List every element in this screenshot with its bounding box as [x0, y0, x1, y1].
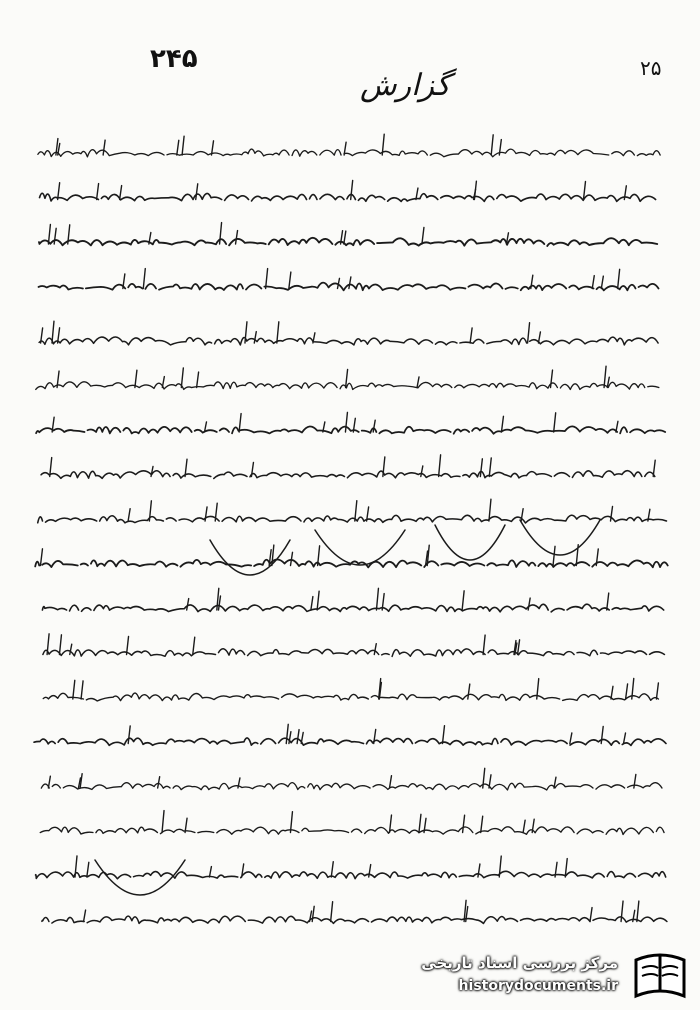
ink-stroke — [158, 777, 160, 788]
ink-stroke — [128, 726, 130, 744]
ink-stroke — [151, 466, 153, 476]
ink-stroke — [220, 223, 222, 244]
ink-stroke — [421, 466, 423, 477]
page-number: ۲۵ — [640, 56, 662, 80]
ink-stroke — [135, 370, 137, 387]
ink-loop — [435, 525, 505, 560]
handwritten-line — [42, 604, 663, 612]
ink-stroke — [75, 856, 77, 877]
handwritten-line — [38, 783, 662, 790]
ink-stroke — [310, 911, 312, 921]
handwritten-line — [40, 827, 664, 835]
ink-stroke — [491, 135, 493, 155]
ink-stroke — [616, 421, 618, 432]
ink-stroke — [416, 188, 418, 199]
handwritten-line — [36, 426, 665, 433]
ink-stroke — [277, 322, 279, 343]
watermark-text-fa: مرکز بررسی اسناد تاریخی — [421, 954, 618, 972]
ink-stroke — [601, 726, 603, 743]
ink-stroke — [528, 598, 530, 610]
handwritten-line — [41, 471, 655, 479]
ink-stroke — [73, 680, 75, 699]
ink-stroke — [337, 278, 339, 288]
ink-stroke — [48, 225, 50, 244]
ink-stroke — [349, 277, 351, 289]
ink-stroke — [483, 635, 485, 654]
ink-stroke — [538, 332, 540, 343]
ink-stroke — [182, 136, 184, 155]
ink-stroke — [439, 455, 441, 477]
handwritten-line — [43, 693, 658, 701]
handwritten-line — [39, 238, 657, 246]
ink-stroke — [149, 501, 151, 521]
ink-stroke — [301, 732, 303, 743]
ink-stroke — [311, 597, 313, 610]
book-logo-icon — [630, 950, 690, 1002]
ink-stroke — [634, 774, 636, 788]
ink-loop — [315, 530, 405, 565]
ink-stroke — [480, 459, 482, 477]
ink-stroke — [54, 228, 56, 244]
ink-stroke — [251, 462, 253, 476]
handwritten-line — [40, 193, 656, 201]
handwritten-line — [42, 916, 667, 923]
ink-stroke — [59, 635, 61, 655]
ink-stroke — [58, 328, 60, 343]
ink-stroke — [653, 460, 655, 476]
ink-stroke — [291, 552, 293, 565]
ink-stroke — [351, 180, 353, 199]
watermark-text-en: historydocuments.ir — [458, 978, 618, 994]
ink-stroke — [127, 636, 129, 654]
ink-stroke — [528, 323, 530, 343]
ink-loop — [520, 520, 600, 555]
ink-stroke — [344, 231, 346, 244]
ink-stroke — [618, 269, 620, 288]
ink-stroke — [607, 593, 609, 610]
ink-stroke — [554, 413, 556, 432]
handwritten-line — [43, 649, 665, 657]
ink-stroke — [604, 366, 606, 387]
ink-stroke — [197, 372, 199, 387]
ink-stroke — [48, 776, 50, 788]
handwritten-line — [33, 871, 666, 878]
ink-stroke — [345, 412, 347, 432]
ink-stroke — [553, 546, 555, 565]
ink-stroke — [419, 814, 421, 832]
ink-stroke — [463, 815, 465, 832]
handwritten-line — [38, 515, 667, 523]
ink-stroke — [289, 272, 291, 288]
ink-stroke — [481, 816, 483, 832]
ink-stroke — [331, 902, 333, 922]
ink-stroke — [442, 726, 444, 744]
ink-stroke — [468, 684, 470, 699]
handwritten-line — [35, 149, 660, 157]
ink-stroke — [470, 328, 472, 343]
ink-stroke — [87, 862, 89, 877]
ink-stroke — [218, 596, 220, 610]
ink-stroke — [656, 683, 658, 699]
ink-stroke — [592, 276, 594, 289]
ink-stroke — [162, 377, 164, 388]
ink-stroke — [120, 186, 122, 200]
ink-stroke — [570, 733, 572, 744]
ink-stroke — [523, 820, 525, 832]
ink-stroke — [331, 862, 333, 877]
ink-stroke — [81, 681, 83, 699]
ink-stroke — [47, 634, 49, 655]
ink-stroke — [196, 184, 198, 200]
ink-stroke — [601, 276, 603, 288]
ink-stroke — [317, 591, 319, 610]
ink-stroke — [462, 591, 464, 610]
ink-stroke — [483, 768, 485, 788]
ink-stroke — [376, 588, 378, 610]
ink-stroke — [209, 867, 211, 877]
ink-stroke — [478, 864, 480, 877]
ink-stroke — [374, 644, 376, 655]
ink-stroke — [181, 368, 183, 388]
ink-stroke — [312, 906, 314, 921]
ink-stroke — [389, 776, 391, 788]
ink-stroke — [489, 458, 491, 477]
ink-stroke — [177, 140, 179, 155]
ink-stroke — [266, 269, 268, 289]
ink-stroke — [193, 637, 195, 654]
ink-stroke — [128, 509, 130, 521]
ink-loop — [95, 860, 185, 895]
ink-stroke — [422, 227, 424, 244]
ink-loop — [210, 540, 290, 575]
ink-stroke — [123, 274, 125, 289]
ink-stroke — [590, 908, 592, 922]
ink-stroke — [40, 549, 42, 566]
ink-stroke — [626, 684, 628, 699]
ink-stroke — [236, 231, 238, 244]
ink-stroke — [637, 901, 639, 921]
ink-stroke — [611, 686, 613, 699]
ink-stroke — [205, 507, 207, 521]
watermark — [421, 948, 700, 1004]
ink-stroke — [518, 640, 520, 655]
document-title: گزارش — [360, 68, 451, 103]
ink-stroke — [97, 184, 99, 200]
ink-stroke — [551, 370, 553, 387]
ink-stroke — [489, 775, 491, 788]
ink-stroke — [286, 724, 288, 743]
ink-stroke — [143, 269, 145, 289]
handwritten-line — [39, 337, 658, 345]
document-number: ۲۴۵ — [150, 44, 198, 74]
ink-stroke — [187, 599, 189, 610]
ink-stroke — [84, 910, 86, 921]
ink-stroke — [531, 275, 533, 288]
handwritten-line — [36, 382, 659, 390]
ink-stroke — [52, 321, 54, 343]
ink-stroke — [355, 501, 357, 521]
ink-stroke — [162, 811, 164, 833]
ink-stroke — [624, 733, 626, 743]
ink-stroke — [58, 143, 60, 155]
ink-stroke — [297, 730, 299, 744]
ink-stroke — [103, 140, 105, 155]
